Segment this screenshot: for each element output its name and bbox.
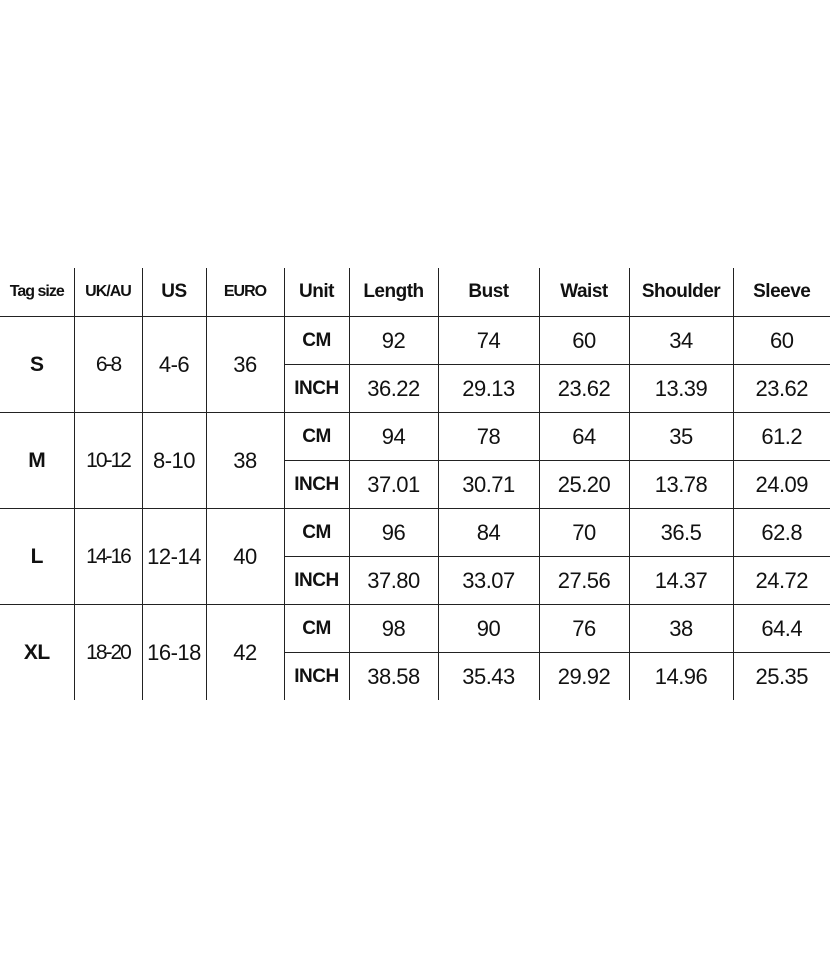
bust-cell: 33.07 <box>438 557 539 605</box>
shoulder-cell: 13.78 <box>629 461 733 509</box>
header-us: US <box>142 268 206 317</box>
header-shoulder: Shoulder <box>629 268 733 317</box>
length-cell: 36.22 <box>349 365 438 413</box>
unit-cell: CM <box>284 509 349 557</box>
header-euro: EURO <box>206 268 284 317</box>
length-cell: 96 <box>349 509 438 557</box>
length-cell: 37.80 <box>349 557 438 605</box>
bust-cell: 74 <box>438 317 539 365</box>
unit-cell: INCH <box>284 365 349 413</box>
euro-cell: 38 <box>206 413 284 509</box>
header-length: Length <box>349 268 438 317</box>
bust-cell: 78 <box>438 413 539 461</box>
sleeve-cell: 61.2 <box>733 413 830 461</box>
table-row <box>0 413 830 461</box>
shoulder-cell: 14.37 <box>629 557 733 605</box>
waist-cell: 60 <box>539 317 629 365</box>
us-cell: 12-14 <box>142 509 206 605</box>
unit-cell: INCH <box>284 461 349 509</box>
header-sleeve: Sleeve <box>733 268 830 317</box>
header-bust: Bust <box>438 268 539 317</box>
header-row <box>0 268 830 317</box>
table-row <box>0 605 830 653</box>
size-chart-table <box>0 268 830 700</box>
unit-cell: CM <box>284 605 349 653</box>
sleeve-cell: 24.72 <box>733 557 830 605</box>
length-cell: 94 <box>349 413 438 461</box>
header-tag-size: Tag size <box>0 268 74 317</box>
shoulder-cell: 35 <box>629 413 733 461</box>
tag-size-cell: L <box>0 509 74 605</box>
uk-au-cell: 10-12 <box>74 413 142 509</box>
uk-au-cell: 18-20 <box>74 605 142 701</box>
shoulder-cell: 14.96 <box>629 653 733 701</box>
bust-cell: 35.43 <box>438 653 539 701</box>
bust-cell: 29.13 <box>438 365 539 413</box>
sleeve-cell: 23.62 <box>733 365 830 413</box>
header-uk-au: UK/AU <box>74 268 142 317</box>
shoulder-cell: 36.5 <box>629 509 733 557</box>
waist-cell: 70 <box>539 509 629 557</box>
waist-cell: 29.92 <box>539 653 629 701</box>
length-cell: 38.58 <box>349 653 438 701</box>
table-row <box>0 509 830 557</box>
us-cell: 8-10 <box>142 413 206 509</box>
uk-au-cell: 14-16 <box>74 509 142 605</box>
bust-cell: 90 <box>438 605 539 653</box>
shoulder-cell: 38 <box>629 605 733 653</box>
length-cell: 92 <box>349 317 438 365</box>
waist-cell: 64 <box>539 413 629 461</box>
unit-cell: CM <box>284 317 349 365</box>
shoulder-cell: 13.39 <box>629 365 733 413</box>
euro-cell: 40 <box>206 509 284 605</box>
sleeve-cell: 24.09 <box>733 461 830 509</box>
header-unit: Unit <box>284 268 349 317</box>
waist-cell: 25.20 <box>539 461 629 509</box>
sleeve-cell: 60 <box>733 317 830 365</box>
unit-cell: INCH <box>284 557 349 605</box>
euro-cell: 42 <box>206 605 284 701</box>
unit-cell: INCH <box>284 653 349 701</box>
us-cell: 16-18 <box>142 605 206 701</box>
us-cell: 4-6 <box>142 317 206 413</box>
sleeve-cell: 25.35 <box>755 663 809 689</box>
uk-au-cell: 6-8 <box>74 317 142 413</box>
tag-size-cell: S <box>0 317 74 413</box>
waist-cell: 23.62 <box>539 365 629 413</box>
euro-cell: 36 <box>206 317 284 413</box>
waist-cell: 76 <box>539 605 629 653</box>
sleeve-cell: 62.8 <box>733 509 830 557</box>
bust-cell: 84 <box>438 509 539 557</box>
sleeve-cell: 64.4 <box>733 605 830 653</box>
unit-cell: CM <box>284 413 349 461</box>
shoulder-cell: 34 <box>629 317 733 365</box>
tag-size-cell: XL <box>0 605 74 701</box>
table-row <box>0 317 830 365</box>
tag-size-cell: M <box>0 413 74 509</box>
length-cell: 37.01 <box>349 461 438 509</box>
header-waist: Waist <box>539 268 629 317</box>
bust-cell: 30.71 <box>438 461 539 509</box>
waist-cell: 27.56 <box>539 557 629 605</box>
length-cell: 98 <box>349 605 438 653</box>
